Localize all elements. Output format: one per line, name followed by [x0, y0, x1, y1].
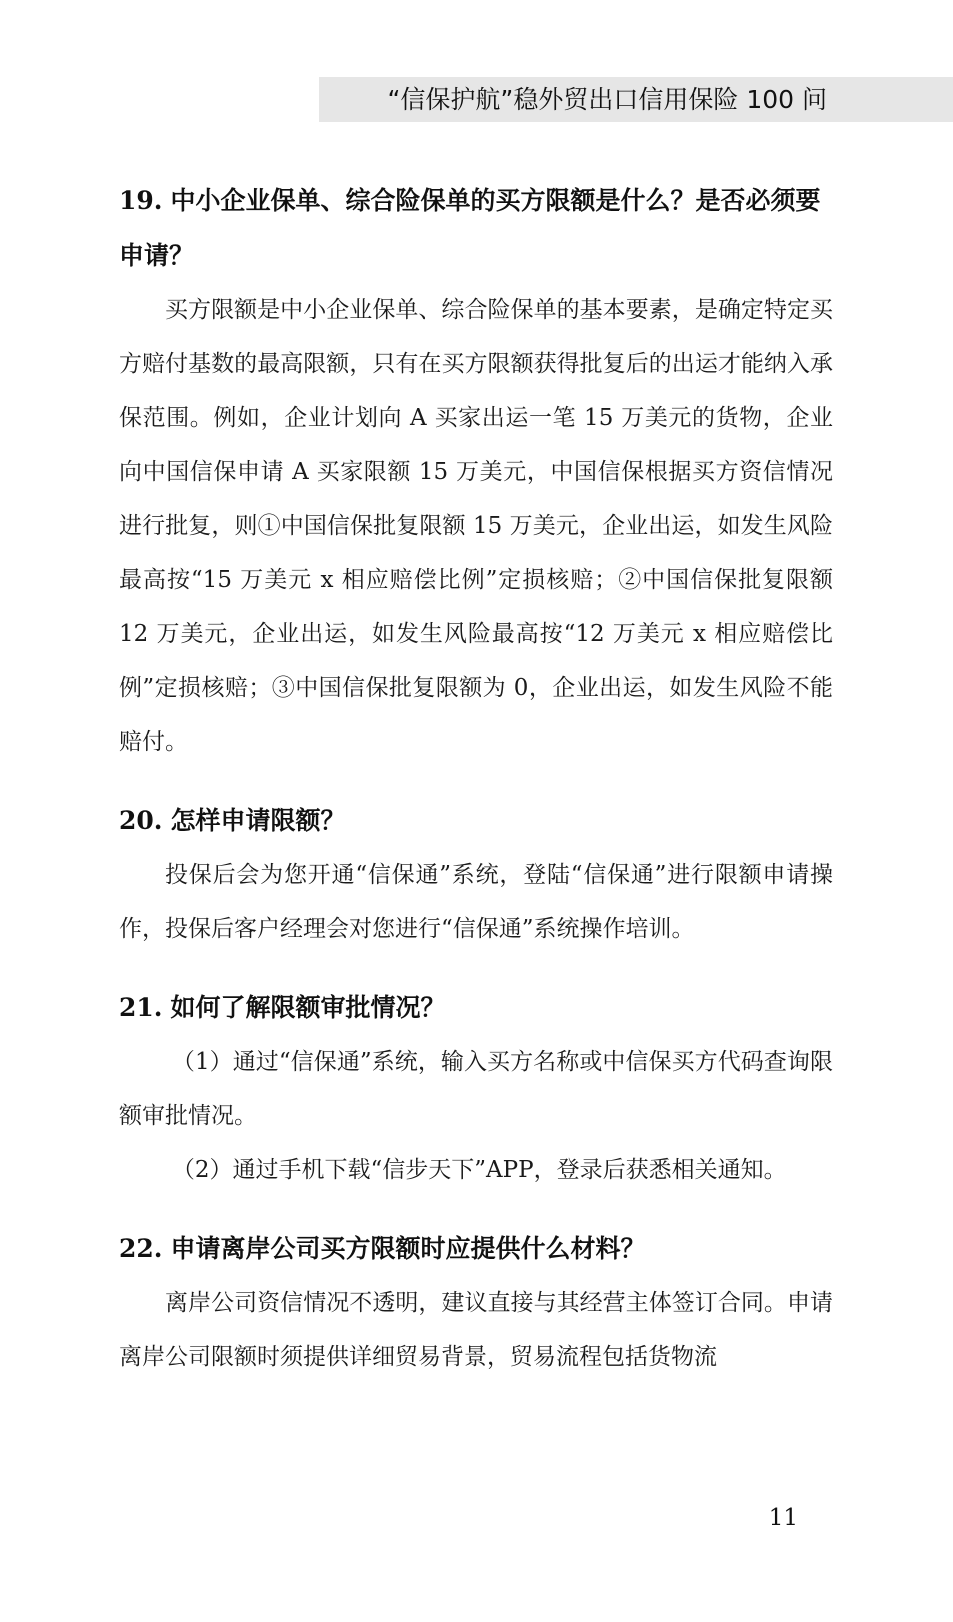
question-title: 中小企业保单、综合险保单的买方限额是什么？是否必须要申请？: [119, 186, 821, 270]
answer-20-paragraph: 投保后会为您开通“信保通”系统，登陆“信保通”进行限额申请操作，投保后客户经理会对您进行“信保通”系统操作培训。: [119, 862, 833, 942]
page-content: [119, 173, 833, 1384]
question-title: 怎样申请限额？: [170, 806, 346, 835]
running-header-title: “信保护航”稳外贸出口信用保险 100 问: [387, 85, 827, 114]
question-number: 20.: [119, 806, 163, 835]
question-21-heading: [119, 980, 833, 1035]
question-number: 21.: [119, 993, 163, 1022]
question-number: 22.: [119, 1234, 163, 1263]
answer-22-paragraph: 离岸公司资信情况不透明，建议直接与其经营主体签订合同。申请离岸公司限额时须提供详细贸易背景，贸易流程包括货物流: [119, 1290, 833, 1370]
page-number: 11: [768, 1505, 798, 1531]
question-20-heading: [119, 793, 833, 848]
question-19-heading: [119, 173, 833, 283]
answer-21-item-1: （1）通过“信保通”系统，输入买方名称或中信保买方代码查询限额审批情况。: [119, 1049, 833, 1129]
question-22-heading: [119, 1221, 833, 1276]
question-title: 如何了解限额审批情况？: [170, 993, 446, 1022]
answer-21-item-2: （2）通过手机下载“信步天下”APP，登录后获悉相关通知。: [171, 1157, 787, 1183]
question-number: 19.: [119, 186, 163, 215]
question-title: 申请离岸公司买方限额时应提供什么材料？: [170, 1234, 646, 1263]
answer-19-paragraph: 买方限额是中小企业保单、综合险保单的基本要素，是确定特定买方赔付基数的最高限额，只有在买方限额获得批复后的出运才能纳入承保范围。例如，企业计划向 A 买家出运一笔 15 万美元的货物，企业向中国信保申请 A 买家限额 15 万美元，中国信保根据买方资信情况进行批复，则①中国信保批复限额 15 万美元，企业出运，如发生风险最高按“15 万美元 x 相应赔偿比例”定损核赔；②中国信保批复限额 12 万美元，企业出运，如发生风险最高按“12 万美元 x 相应赔偿比例”定损核赔；③中国信保批复限额为 0，企业出运，如发生风险不能赔付。: [119, 297, 833, 755]
